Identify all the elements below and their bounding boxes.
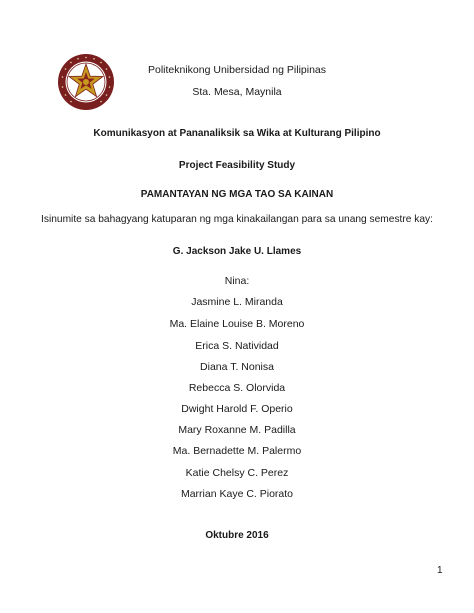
author-name: Ma. Elaine Louise B. Moreno [169, 318, 305, 330]
author-name: Erica S. Natividad [195, 340, 279, 352]
submission-note: Isinumite sa bahagyang katuparan ng mga kinakailangan para sa unang semestre kay: [41, 214, 433, 225]
author-name: Ma. Bernadette M. Palermo [172, 445, 302, 457]
university-seal-logo [57, 53, 115, 111]
university-location: Sta. Mesa, Maynila [192, 86, 282, 98]
pup-seal-icon [57, 53, 115, 111]
author-name: Marrian Kaye C. Piorato [180, 488, 294, 500]
course-title: Komunikasyon at Pananaliksik sa Wika at Kulturang Pilipino [93, 128, 381, 139]
author-name: Rebecca S. Olorvida [188, 382, 286, 394]
instructor-name: G. Jackson Jake U. Llames [172, 246, 302, 257]
university-name: Politeknikong Unibersidad ng Pilipinas [147, 64, 327, 76]
author-name: Diana T. Nonisa [200, 361, 274, 373]
submission-date: Oktubre 2016 [205, 530, 269, 541]
page-number: 1 [437, 565, 443, 576]
author-name: Mary Roxanne M. Padilla [178, 424, 296, 436]
authors-label: Nina: [224, 275, 250, 287]
study-title: PAMANTAYAN NG MGA TAO SA KAINAN [140, 189, 334, 200]
author-name: Dwight Harold F. Operio [181, 403, 293, 415]
author-name: Jasmine L. Miranda [191, 296, 283, 308]
author-name: Katie Chelsy C. Perez [185, 467, 289, 479]
project-type: Project Feasibility Study [178, 160, 296, 171]
